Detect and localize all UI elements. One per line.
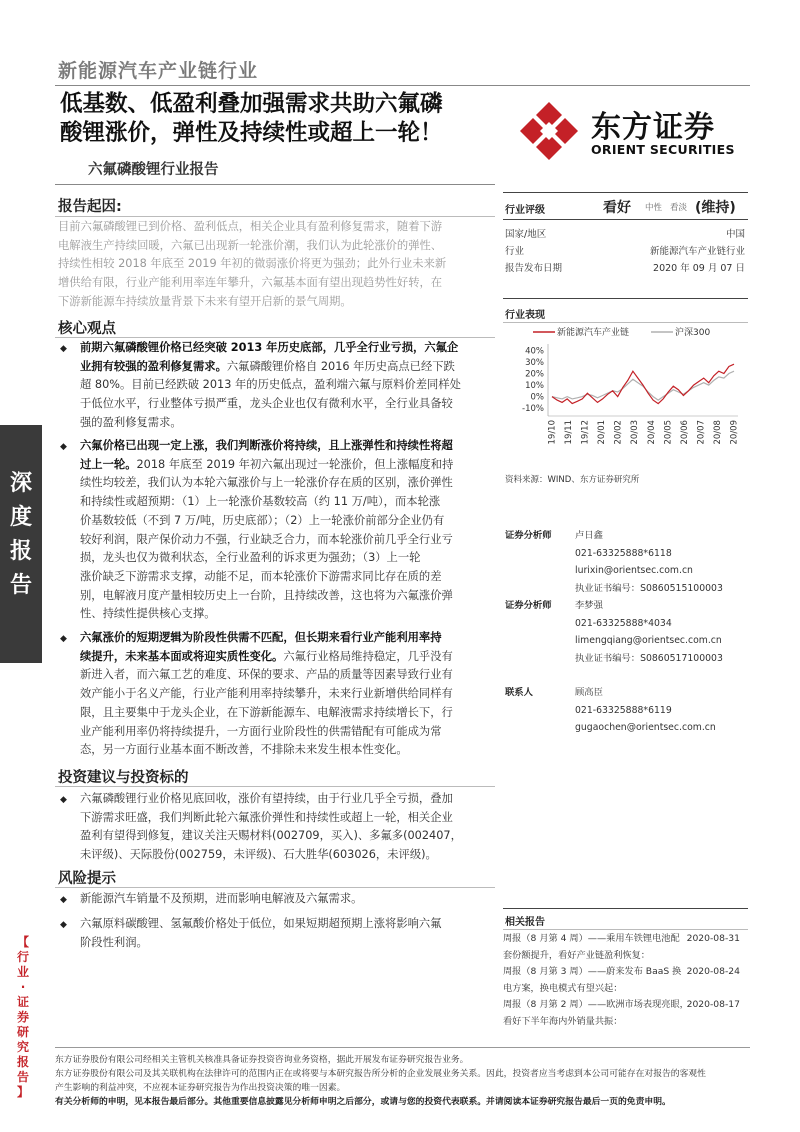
- section-heading-risk: 风险提示: [58, 871, 116, 887]
- text-line: 未评级)、天际股份(002759，未评级)、石大胜华(603026，未评级)。: [80, 848, 437, 862]
- bold-text: 过上一轮。: [80, 457, 137, 471]
- bold-text: 业拥有较强的盈利修复需求。: [80, 359, 227, 373]
- text-line: [80, 741, 472, 760]
- bullet-icon: ◆: [60, 344, 67, 354]
- text-line: 电解液生产持续回暖，六氟已出现新一轮涨价潮，我们认为此轮涨价的弹性、: [58, 238, 443, 252]
- regular-text: 超 80%。目前已经跌破 2013 年的历史低点，盈利端六氟与原料价差同样处: [80, 378, 461, 392]
- report-title-line-2: 酸锂涨价，弹性及持续性或超上一轮！: [60, 120, 443, 146]
- text-line: [80, 549, 472, 568]
- side-label-char: 券: [16, 1010, 29, 1024]
- text-line: 阶段性利润。: [80, 935, 148, 949]
- section-rule: [55, 786, 495, 787]
- footer-line: 东方证券股份有限公司及其关联机构在法律许可的范围内正在或将要与本研究报告所分析的企业发展业务关系。因此，投资者应当考虑到本公司可能存在对报告的客观性: [55, 1069, 706, 1079]
- related-report-date: 2020-08-24: [686, 966, 740, 977]
- x-tick-label: 20/07: [696, 419, 707, 445]
- info-key: 行业: [505, 246, 525, 257]
- bold-text: 续提升，未来基本面或将迎实质性变化。: [80, 649, 284, 663]
- section-rule: [55, 337, 495, 338]
- side-tab-char: 告: [9, 573, 32, 598]
- footer-analyst-statement: 有关分析师的申明，见本报告最后部分。其他重要信息披露见分析师申明之后部分，或请与您的投资代表联系。并请阅读本证券研究报告最后一页的免责申明。: [55, 1097, 671, 1107]
- side-tab-deep-report: [0, 425, 42, 663]
- text-line: [80, 685, 472, 704]
- text-line: [80, 531, 472, 550]
- section-heading-core: 核心观点: [58, 321, 116, 337]
- regular-text: 2018 年底至 2019 年初六氟出现过一轮涨价，但上涨幅度和持: [136, 457, 454, 471]
- section-heading-invest: 投资建议与投资标的: [58, 770, 189, 786]
- regular-text: 涨价缺乏下游需求支撑，动能不足，而本轮涨价下游需求同比存在质的差: [80, 569, 442, 583]
- y-tick-label: 20%: [525, 369, 544, 380]
- bullet-icon: ◆: [60, 634, 67, 644]
- side-label-char: 证: [16, 995, 29, 1009]
- text-line: [80, 437, 472, 456]
- contact-role: 证券分析师: [505, 530, 552, 541]
- contact-detail: 021-63325888*6118: [575, 547, 672, 559]
- text-line: [80, 414, 472, 433]
- related-top-rule: [503, 908, 748, 909]
- regular-text: 六氟磷酸锂价格自 2016 年历史高点已经下跌: [226, 359, 455, 373]
- bullet-icon: ◆: [60, 442, 67, 452]
- side-tab-char: 报: [9, 539, 32, 564]
- legend-label: 沪深300: [675, 328, 711, 338]
- info-value: 2020 年 09 月 07 日: [653, 263, 745, 274]
- x-tick-label: 19/12: [580, 420, 591, 445]
- regular-text: 于低位水平，行业整体亏损严重，龙头企业也仅有微利水平，全行业具备较: [80, 397, 453, 411]
- x-tick-label: 20/08: [713, 420, 723, 445]
- side-label-char: 】: [16, 1085, 29, 1099]
- text-line: [80, 395, 472, 414]
- report-subtitle: 六氟磷酸锂行业报告: [88, 162, 219, 178]
- regular-text: 和持续性或超预期：（1）上一轮涨价基数较高（约 11 万/吨），而本轮涨: [80, 495, 441, 509]
- y-tick-label: 40%: [525, 346, 544, 357]
- regular-text: 效产能小于名义产能，行业产能利用率持续攀升，未来行业新增供给同样有: [80, 687, 453, 701]
- info-row-region: [505, 226, 745, 240]
- analyst-block: [505, 527, 745, 667]
- x-tick-label: 20/04: [646, 420, 657, 445]
- contact-detail: 执业证书编号：S0860517100003: [575, 652, 723, 664]
- text-line: [80, 339, 472, 358]
- text-line: 目前六氟磷酸锂已到价格、盈利低点，相关企业具有盈利修复需求，随着下游: [58, 220, 443, 233]
- info-value: 中国: [725, 229, 745, 240]
- regular-text: 续性均较差，我们认为本轮六氟涨价与上一轮涨价存在质的区别，涨价弹性: [80, 476, 453, 490]
- contact-detail: 执业证书编号：S0860515100003: [575, 582, 723, 594]
- related-heading: 相关报告: [505, 917, 545, 928]
- core-point-1: [80, 339, 472, 433]
- regular-text: 别，电解液月度产量相较历史上一台阶，且持续改善，这也将为六氟涨价弹: [80, 588, 453, 602]
- text-line: [80, 512, 472, 531]
- subtitle-rule: [55, 184, 495, 185]
- related-report-item: [503, 964, 748, 997]
- chart-source: 资料来源：WIND、东方证券研究所: [505, 475, 640, 485]
- orient-logo-mark-icon: [518, 100, 580, 162]
- x-tick-label: 19/11: [564, 419, 574, 445]
- x-tick-label: 19/10: [547, 420, 558, 445]
- section-heading-origin: 报告起因:: [58, 199, 122, 215]
- text-line: 下游新能源车持续放量背景下未来有望开启新的景气周期。: [58, 294, 352, 308]
- related-report-item: [503, 931, 748, 964]
- regular-text: 六氟行业格局维持稳定，几乎没有: [283, 649, 453, 663]
- regular-text: 较好利润，限产保价动力不强，行业缺乏合力，而本轮涨价前几乎全行业亏: [80, 532, 453, 546]
- text-line: 六氟磷酸锂行业价格见底回收，涨价有望持续，由于行业几乎全亏损，叠加: [80, 792, 453, 805]
- logo-chinese-name: 东方证券: [591, 110, 715, 145]
- text-line: 六氟原料碳酸锂、氢氟酸价格处于低位，如果短期超预期上涨将影响六氟: [80, 917, 442, 930]
- rating-maintain: (维持): [695, 200, 736, 216]
- text-line: [80, 704, 472, 723]
- y-tick-label: 0%: [530, 392, 544, 403]
- related-report-title: 套份额提升，看好产业链盈利恢复：: [503, 949, 650, 961]
- x-tick-label: 20/01: [597, 419, 608, 445]
- logo-english-name: ORIENT SECURITIES: [591, 142, 735, 157]
- x-tick-label: 20/02: [613, 420, 624, 445]
- related-report-title: 看好下半年海内外销量共振：: [503, 1015, 623, 1027]
- side-category-label: [8, 935, 38, 1100]
- industry-performance-chart: [503, 322, 748, 467]
- side-label-char: 究: [16, 1040, 29, 1054]
- bullet-icon: ◆: [60, 895, 67, 905]
- regular-text: 限，且主要集中于龙头企业，在下游新能源车、电解液需求持续增长下，行: [80, 705, 453, 719]
- rating-good: 看好: [603, 200, 631, 216]
- text-line: 增供给有限，行业产能利用率连年攀升，六氟基本面有望出现趋势性好转，在: [58, 276, 443, 290]
- risk-point-1: [80, 890, 472, 909]
- text-line: [80, 648, 472, 667]
- contact-detail: lurixin@orientsec.com.cn: [575, 565, 693, 576]
- text-line: [80, 456, 472, 475]
- related-report-item: [503, 997, 748, 1030]
- related-reports-list: [503, 931, 748, 1031]
- industry-rating: [505, 198, 745, 216]
- related-report-title: 周报（8 月第 2 周）——欧洲市场表现亮眼，: [503, 999, 689, 1010]
- contact-block: [505, 684, 745, 737]
- legend-label: 新能源汽车产业链: [557, 328, 630, 338]
- regular-text: 态，另一方面行业基本面不断改善，不排除未来发生根本性变化。: [80, 743, 408, 757]
- rating-bottom-rule: [503, 219, 748, 220]
- text-line: [80, 493, 472, 512]
- text-line: [80, 474, 472, 493]
- footer-disclaimer: [55, 1053, 750, 1109]
- contact-detail: 李梦强: [575, 600, 603, 611]
- related-report-title: 周报（8 月第 3 周）——蔚来发布 BaaS 换: [503, 966, 682, 977]
- regular-text: 新进入者，而六氟工艺的难度、环保的要求、产品的质量等因素导致行业有: [80, 668, 453, 682]
- perf-top-rule: [503, 298, 748, 299]
- x-tick-label: 20/09: [729, 420, 740, 445]
- text-line: [80, 723, 472, 742]
- y-tick-label: 30%: [525, 357, 544, 368]
- info-key: 国家/地区: [505, 229, 547, 240]
- related-report-date: 2020-08-17: [686, 999, 740, 1010]
- text-line: [80, 568, 472, 587]
- y-tick-label: -10%: [522, 404, 544, 415]
- text-line: [80, 376, 472, 395]
- text-line: 盈利有望得到修复，建议关注天赐材料(002709，买入)、多氟多(002407，: [80, 829, 462, 843]
- side-label-char: 业: [16, 965, 29, 979]
- related-report-date: 2020-08-31: [686, 933, 740, 944]
- side-label-char: 研: [16, 1025, 29, 1039]
- section-rule: [55, 216, 495, 217]
- bold-text: 前期六氟磷酸锂价格已经突破 2013 年历史底部，几乎全行业亏损，六氟企: [80, 341, 459, 354]
- footer-rule: [55, 1047, 750, 1048]
- contact-role: 证券分析师: [505, 600, 552, 611]
- related-rule: [503, 929, 748, 930]
- side-label-char: 行: [16, 950, 29, 964]
- related-report-title: 周报（8 月第 4 周）——乘用车铁锂电池配: [503, 933, 680, 944]
- rating-bad: 看淡: [670, 203, 688, 213]
- bold-text: 六氟涨价的短期逻辑为阶段性供需不匹配，但长期来看行业产能利用率持: [80, 631, 442, 644]
- footer-line: 东方证券股份有限公司经相关主管机关核准具备证券投资咨询业务资格，据此开展发布证券研究报告业务。: [55, 1055, 469, 1065]
- rating-label: 行业评级: [505, 205, 545, 216]
- info-row-date: [505, 260, 745, 274]
- risk-point-2: [80, 915, 472, 952]
- perf-heading: 行业表现: [505, 310, 545, 321]
- core-point-2: [80, 437, 472, 624]
- side-label-char: 【: [16, 935, 29, 949]
- rating-top-rule: [503, 192, 748, 193]
- text-line: [80, 629, 472, 648]
- info-key: 报告发布日期: [505, 263, 563, 274]
- info-row-industry: [505, 243, 745, 257]
- orient-securities-logo: [518, 100, 748, 162]
- bullet-icon: ◆: [60, 920, 67, 930]
- contact-detail: 顾高臣: [575, 687, 603, 698]
- side-tab-char: 度: [9, 505, 32, 530]
- x-tick-label: 20/06: [679, 420, 690, 445]
- text-line: 持续性相较 2018 年底至 2019 年初的微弱涨价将更为强劲；此外行业未来新: [58, 257, 447, 271]
- contact-detail: 卢日鑫: [575, 530, 603, 541]
- text-line: [80, 605, 472, 624]
- rating-neutral: 中性: [645, 203, 663, 213]
- contact-detail: 021-63325888*4034: [575, 617, 672, 629]
- industry-name: 新能源汽车产业链行业: [58, 60, 259, 82]
- x-tick-label: 20/05: [663, 419, 674, 445]
- text-line: [80, 587, 472, 606]
- bullet-icon: ◆: [60, 795, 67, 805]
- side-label-char: ·: [20, 980, 26, 994]
- regular-text: 性、持续性提供核心支撑。: [80, 607, 216, 621]
- related-report-title: 电方案，换电模式有望兴起：: [503, 982, 623, 994]
- info-value: 新能源汽车产业链行业: [649, 246, 745, 257]
- contact-detail: limengqiang@orientsec.com.cn: [575, 635, 722, 646]
- text-line: 新能源汽车销量不及预期，进而影响电解液及六氟需求。: [80, 892, 363, 905]
- regular-text: 业产能利用率仍将持续提升，一方面行业阶段性的供需错配有可能成为常: [80, 724, 442, 738]
- text-line: [80, 358, 472, 377]
- section-rule: [55, 887, 495, 888]
- text-line: 下游需求旺盛，我们判断此轮六氟涨价弹性和持续性或超上一轮，相关企业: [80, 810, 453, 824]
- report-title: [60, 90, 443, 148]
- regular-text: 损，龙头也仅为微利状态，全行业盈利的诉求更为强劲；（3）上一轮: [80, 551, 421, 565]
- contact-role: 联系人: [505, 687, 533, 698]
- regular-text: 强的盈利修复需求。: [80, 415, 182, 429]
- origin-paragraph: [58, 218, 470, 312]
- contact-detail: gugaochen@orientsec.com.cn: [575, 722, 716, 733]
- regular-text: 价基数较低（不到 7 万/吨，历史底部）；（2）上一轮涨价前部分企业仍有: [80, 513, 445, 527]
- bold-text: 六氟价格已出现一定上涨，我们判断涨价将持续，且上涨弹性和持续性将超: [80, 439, 453, 452]
- text-line: [80, 666, 472, 685]
- side-label-char: 告: [16, 1070, 29, 1084]
- contact-detail: 021-63325888*6119: [575, 704, 672, 716]
- report-title-line-1: 低基数、低盈利叠加强需求共助六氟磷: [60, 91, 443, 117]
- x-tick-label: 20/03: [630, 419, 641, 445]
- side-tab-char: 深: [9, 471, 32, 496]
- header-rule: [55, 85, 750, 86]
- core-point-3: [80, 629, 472, 760]
- y-tick-label: 10%: [525, 381, 544, 392]
- invest-paragraph: [80, 790, 472, 865]
- side-label-char: 报: [16, 1055, 29, 1069]
- footer-line: 产生影响的利益冲突，不应视本证券研究报告为作出投资决策的唯一因素。: [55, 1083, 346, 1093]
